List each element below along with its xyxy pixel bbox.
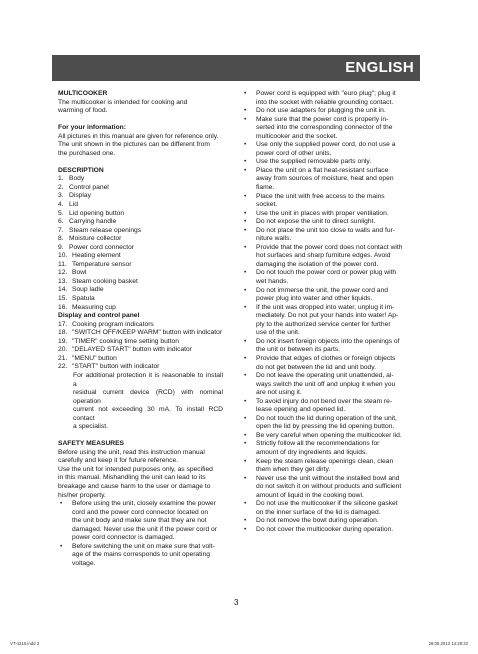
item-label: Soup ladle (72, 286, 104, 294)
item-label: Temperature sensor (72, 260, 132, 268)
description-item (58, 227, 223, 236)
bullet-mark: • (244, 166, 247, 174)
bullet-line: Make sure that the power cord is properly in- (256, 115, 389, 123)
panel-item (58, 329, 223, 338)
item-label: "MENU" button (72, 354, 117, 362)
bullet-line: To avoid injury do not bend over the steam re- (256, 397, 393, 405)
description-item (58, 184, 223, 193)
safety-bullet (242, 107, 416, 116)
bullet-text (256, 141, 416, 158)
bullet-text (256, 372, 416, 398)
panel-item (58, 338, 223, 347)
bullet-line: Before using the unit, closely examine the power (72, 500, 216, 508)
bullet-line: multicooker and the socket. (256, 132, 338, 140)
bullet-line: Do not place the unit too close to walls and fur- (256, 226, 396, 234)
item-label: "TIMER" cooking time setting button (72, 337, 179, 345)
bullet-line: open the lid by pressing the lid opening button. (256, 423, 395, 431)
bullet-line: Do not touch the power cord or power plug with (256, 269, 397, 277)
item-number: 13. (58, 277, 68, 285)
bullet-mark: • (244, 303, 247, 311)
bullet-line: Never use the unit without the installed bowl and (256, 474, 400, 482)
bullet-line: on the inner surface of the lid is damaged. (256, 508, 381, 516)
section-heading: For your information: (58, 124, 126, 132)
safety-bullet (242, 116, 416, 142)
bullet-mark: • (60, 500, 63, 508)
footer-file-name: VT-4210.indd 3 (10, 641, 40, 646)
right-column (242, 90, 416, 534)
panel-item (58, 363, 223, 372)
safety-bullet (242, 269, 416, 286)
section-heading: DESCRIPTION (58, 166, 104, 174)
item-number: 7. (58, 226, 64, 234)
item-label: "START" button with indicator (72, 363, 160, 371)
item-number: 18. (58, 329, 68, 337)
bullet-line: ply to the authorized service center for further (256, 320, 391, 328)
item-number: 15. (58, 295, 68, 303)
bullet-line: the unit or between its parts. (256, 346, 341, 354)
panel-item (58, 321, 223, 330)
bullet-text (256, 500, 416, 517)
bullet-text (256, 475, 416, 501)
item-label: Bowl (72, 269, 87, 277)
item-label: Moisture collector (69, 235, 122, 243)
bullet-text (256, 116, 416, 142)
item-label: Lid (69, 201, 78, 209)
page-number: 3 (234, 598, 239, 607)
item-label: Display (69, 192, 91, 200)
bullet-line: socket. (256, 201, 278, 209)
rcd-line: For additional protection it is reasonable to install a (73, 371, 223, 388)
bullet-text (256, 415, 416, 432)
safety-bullet (242, 526, 416, 535)
bullet-line: mediately. Do not put your hands into water! Ap- (256, 312, 399, 320)
item-number: 11. (58, 260, 67, 268)
safety-bullet (242, 193, 416, 210)
bullet-line: Do not immerse the unit, the power cord and (256, 286, 388, 294)
bullet-line: Place the unit on a flat heat-resistant surface (256, 166, 389, 174)
panel-item (58, 355, 223, 364)
safety-bullet (58, 500, 223, 543)
bullet-mark: • (244, 158, 247, 166)
bullet-line: Use the supplied removable parts only. (256, 158, 372, 166)
safety-line: in this manual. Mishandling the unit can lead to its (58, 474, 206, 482)
item-label: Carrying handle (69, 218, 117, 226)
spacer (58, 116, 223, 125)
item-number: 6. (58, 218, 64, 226)
bullet-line: Do not use the multicooker if the silicone gasket (256, 500, 398, 508)
item-number: 10. (58, 252, 68, 260)
safety-bullet (242, 210, 416, 219)
item-number: 2. (58, 183, 64, 191)
description-item (58, 304, 223, 313)
safety-bullet (242, 167, 416, 193)
item-number: 8. (58, 235, 64, 243)
safety-line: Before using the unit, read this instruction manual (58, 448, 205, 456)
item-label: Steam release openings (69, 226, 142, 234)
bullet-mark: • (244, 474, 247, 482)
bullet-text (256, 287, 416, 304)
description-item (58, 286, 223, 295)
intro-line: The multicooker is intended for cooking and (58, 98, 188, 106)
description-item (58, 244, 223, 253)
item-number: 1. (58, 175, 64, 183)
item-label: Body (69, 175, 85, 183)
bullet-text (256, 218, 416, 227)
left-column (58, 90, 223, 568)
description-item (58, 175, 223, 184)
bullet-line: ways switch the unit off and unplug it when you (256, 380, 396, 388)
bullet-line: Strictly follow all the recommendations for (256, 440, 380, 448)
bullet-mark: • (244, 414, 247, 422)
bullet-mark: • (244, 243, 247, 251)
bullet-line: Power cord is equipped with "euro plug"; plug it (256, 90, 396, 97)
bullet-mark: • (244, 372, 247, 380)
item-label: Power cord connector (69, 243, 135, 251)
bullet-line: damaged. Never use the unit if the power cord or (72, 525, 217, 533)
description-item (58, 278, 223, 287)
safety-line: Use the unit for intended purposes only, as specified (58, 465, 213, 473)
item-label: "SWITCH OFF/KEEP WARM" button with indicator (72, 329, 223, 337)
bullet-mark: • (244, 517, 247, 525)
bullet-line: voltage. (72, 559, 96, 567)
bullet-text (256, 440, 416, 457)
description-item (58, 295, 223, 304)
item-number: 3. (58, 192, 64, 200)
bullet-text (256, 458, 416, 475)
bullet-line: Do not use adapters for plugging the unit in. (256, 107, 386, 115)
bullet-text (256, 193, 416, 210)
bullet-text (256, 526, 416, 535)
intro-line: warming of food. (58, 107, 108, 115)
safety-bullet (242, 304, 416, 338)
safety-bullet (58, 543, 223, 569)
item-label: Control panel (69, 183, 109, 191)
safety-bullet (242, 227, 416, 244)
bullet-mark: • (244, 525, 247, 533)
rcd-line: current not exceeding 30 mA. To install RCD contact (73, 406, 223, 422)
safety-bullet (242, 440, 416, 457)
bullet-line: Provide that the power cord does not contact with (256, 243, 403, 251)
spacer (58, 158, 223, 167)
bullet-line: do not get between the lid and unit body. (256, 363, 376, 371)
section-heading: SAFETY MEASURES (58, 440, 125, 448)
bullet-mark: • (244, 337, 247, 345)
bullet-text (256, 338, 416, 355)
item-label: "DELAYED START" button with indicator (72, 346, 192, 354)
item-number: 14. (58, 286, 68, 294)
safety-bullet (242, 338, 416, 355)
bullet-line: power cord of other units. (256, 149, 332, 157)
bullet-mark: • (244, 226, 247, 234)
bullet-line: Be very careful when opening the multicooker lid. (256, 431, 402, 439)
item-number: 17. (58, 320, 68, 328)
item-label: Cooking program indicators (72, 320, 154, 328)
bullet-text (256, 517, 416, 526)
bullet-text (256, 210, 416, 219)
bullet-mark: • (244, 431, 247, 439)
item-number: 4. (58, 201, 64, 209)
item-label: Heating element (72, 252, 121, 260)
bullet-line: amount of dry ingredients and liquids. (256, 448, 368, 456)
bullet-text (256, 107, 416, 116)
bullet-line: Place the unit with free access to the mains (256, 192, 385, 200)
bullet-text (256, 304, 416, 338)
bullet-mark: • (244, 354, 247, 362)
item-label: Measuring cup (72, 303, 116, 311)
bullet-line: Do not cover the multicooker during operation. (256, 525, 394, 533)
bullet-mark: • (244, 209, 247, 217)
section-heading: MULTICOOKER (58, 90, 108, 97)
safety-bullet (242, 355, 416, 372)
bullet-line: serted into the corresponding connector of the (256, 124, 393, 132)
bullet-line: into the socket with reliable grounding contact. (256, 98, 394, 106)
bullet-line: use of the unit. (256, 329, 300, 337)
language-label: ENGLISH (345, 59, 414, 76)
section-heading: Display and control panel (58, 312, 140, 320)
bullet-line: cord and the power cord connector located on (72, 508, 209, 516)
safety-bullet (242, 218, 416, 227)
bullet-mark: • (244, 141, 247, 149)
bullet-mark: • (244, 286, 247, 294)
description-item (58, 218, 223, 227)
bullet-mark: • (244, 90, 247, 97)
bullet-text (256, 398, 416, 415)
bullet-text (256, 355, 416, 372)
spacer (58, 432, 223, 441)
bullet-line: age of the mains corresponds to unit operating (72, 551, 210, 559)
bullet-line: niture walls. (256, 235, 292, 243)
safety-bullet (242, 158, 416, 167)
safety-bullet (242, 475, 416, 501)
bullet-line: Keep the steam release openings clean, clean (256, 457, 394, 465)
safety-line: his/her property. (58, 491, 106, 499)
bullet-line: wet hands. (256, 278, 289, 286)
safety-bullet (242, 500, 416, 517)
bullet-line: Provide that edges of clothes or foreign objects (256, 354, 396, 362)
item-number: 21. (58, 354, 68, 362)
bullet-line: Do not touch the lid during operation of the unit, (256, 414, 397, 422)
item-label: Steam cooking basket (72, 277, 138, 285)
bullet-text (72, 500, 223, 543)
bullet-mark: • (244, 500, 247, 508)
item-number: 12. (58, 269, 68, 277)
bullet-line: If the unit was dropped into water, unplug it im- (256, 303, 395, 311)
description-item (58, 252, 223, 261)
safety-bullet (242, 244, 416, 270)
bullet-text (256, 167, 416, 193)
item-number: 5. (58, 209, 64, 217)
bullet-line: Do not expose the unit to direct sunlight. (256, 218, 376, 226)
item-label: Lid opening button (69, 209, 125, 217)
item-number: 19. (58, 337, 68, 345)
bullet-mark: • (244, 269, 247, 277)
safety-bullet (242, 432, 416, 441)
bullet-text (256, 432, 416, 441)
footer-timestamp: 28.05.2013 14:29:22 (428, 641, 468, 646)
bullet-mark: • (244, 218, 247, 226)
bullet-line: are not using it. (256, 389, 302, 397)
bullet-line: Before switching the unit on make sure that volt- (72, 542, 215, 550)
bullet-line: flame. (256, 184, 275, 192)
safety-line: carefully and keep it for future reference. (58, 457, 179, 465)
language-header-bar (52, 55, 420, 81)
bullet-line: Use only the supplied power cord, do not use a (256, 141, 396, 149)
rcd-line: residual current device (RCD) with nominal operation (73, 389, 223, 405)
bullet-mark: • (60, 542, 63, 550)
bullet-mark: • (244, 440, 247, 448)
bullet-line: away from sources of moisture, heat and open (256, 175, 394, 183)
safety-bullet (242, 372, 416, 398)
bullet-line: Use the unit in places with proper ventilation. (256, 209, 389, 217)
bullet-line: do not switch it on without products and sufficient (256, 483, 402, 491)
panel-item (58, 346, 223, 355)
bullet-line: Do not remove the bowl during operation. (256, 517, 379, 525)
bullet-line: Do not leave the operating unit unattended, al- (256, 372, 394, 380)
safety-bullet (242, 458, 416, 475)
bullet-mark: • (244, 115, 247, 123)
bullet-line: power plug into water and other liquids. (256, 295, 373, 303)
bullet-line: power cord connector is damaged. (72, 534, 175, 542)
bullet-mark: • (244, 397, 247, 405)
bullet-mark: • (244, 192, 247, 200)
item-number: 16. (58, 303, 68, 311)
bullet-line: lease opening and opened lid. (256, 406, 346, 414)
bullet-text (72, 543, 223, 569)
bullet-text (256, 244, 416, 270)
description-item (58, 210, 223, 219)
bullet-line: them when they get dirty. (256, 466, 331, 474)
bullet-line: Do not insert foreign objects into the openings of (256, 337, 400, 345)
bullet-text (256, 227, 416, 244)
safety-line: breakage and cause harm to the user or damage to (58, 483, 211, 491)
item-number: 22. (58, 363, 68, 371)
bullet-mark: • (244, 107, 247, 115)
description-item (58, 235, 223, 244)
item-number: 20. (58, 346, 68, 354)
bullet-text (256, 269, 416, 286)
rcd-line: a specialist. (73, 423, 108, 431)
rcd-note (58, 372, 223, 432)
bullet-mark: • (244, 457, 247, 465)
safety-bullet (242, 398, 416, 415)
bullet-line: amount of liquid in the cooking bowl. (256, 491, 364, 499)
item-label: Spatula (72, 295, 95, 303)
safety-bullet (242, 287, 416, 304)
bullet-line: the unit body and make sure that they are not (72, 517, 207, 525)
description-item (58, 261, 223, 270)
info-line: the purchased one. (58, 149, 116, 157)
bullet-line: damaging the isolation of the power cord. (256, 260, 379, 268)
safety-bullet (242, 90, 416, 107)
description-item (58, 201, 223, 210)
bullet-line: hot surfaces and sharp furniture edges. Avoid (256, 252, 391, 260)
description-item (58, 269, 223, 278)
safety-bullet (242, 517, 416, 526)
info-line: All pictures in this manual are given for reference only. (58, 132, 219, 140)
safety-bullet (242, 415, 416, 432)
description-item (58, 192, 223, 201)
bullet-text (256, 158, 416, 167)
item-number: 9. (58, 243, 64, 251)
bullet-text (256, 90, 416, 107)
safety-bullet (242, 141, 416, 158)
info-line: The unit shown in the pictures can be different from (58, 141, 210, 149)
